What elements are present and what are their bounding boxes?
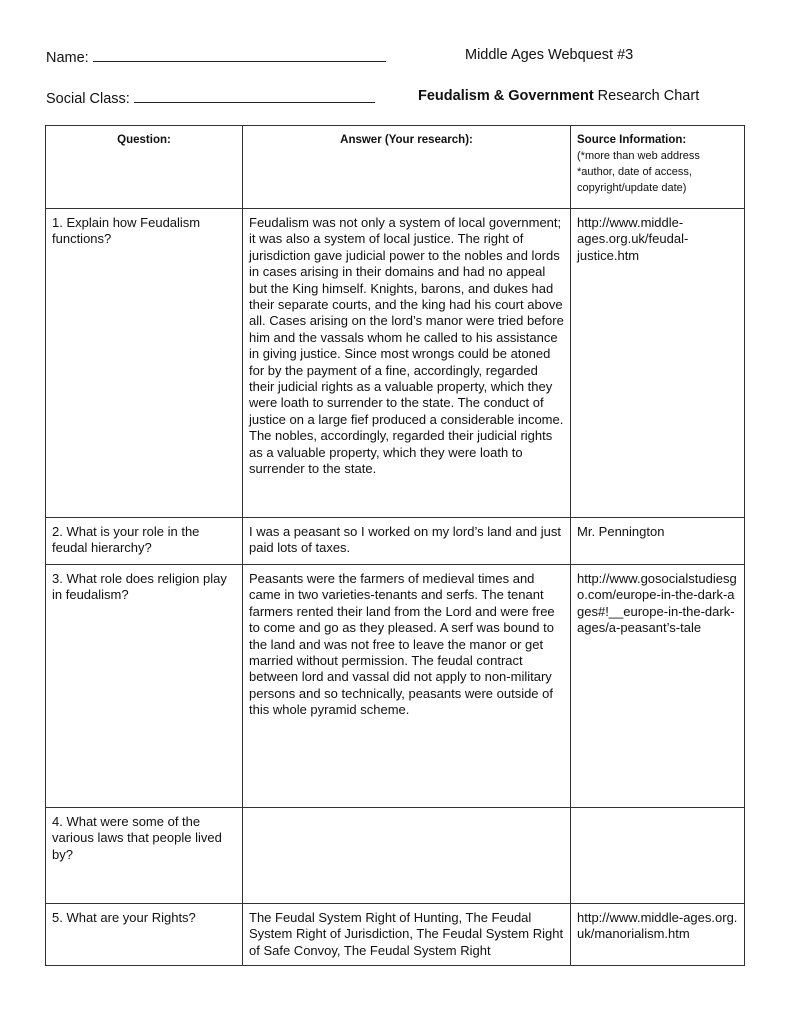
source-cell[interactable] bbox=[571, 808, 745, 904]
social-class-blank-line[interactable] bbox=[134, 88, 375, 103]
table-row bbox=[46, 808, 745, 904]
question-cell: 1. Explain how Feudalism functions? bbox=[46, 209, 243, 518]
table-row bbox=[46, 518, 745, 565]
source-note-line-1: (*more than web address bbox=[577, 150, 700, 163]
source-note-line-2: *author, date of access, bbox=[577, 166, 692, 179]
answer-cell[interactable] bbox=[243, 808, 571, 904]
question-cell: 2. What is your role in the feudal hierarchy? bbox=[46, 518, 243, 565]
social-class-row bbox=[46, 88, 375, 107]
source-cell[interactable]: http://www.middle-ages.org.uk/manorialism.htm bbox=[571, 904, 745, 966]
source-cell[interactable]: http://www.middle-ages.org.uk/feudal-justice.htm bbox=[571, 209, 745, 518]
answer-cell[interactable]: Feudalism was not only a system of local government; it was also a system of local justice. The right of jurisdiction gave judicial power to the nobles and lords in cases arising in their domains and had no appeal but the King himself. Knights, barons, and dukes had their separate courts, and the king had his court above all. Cases arising on the lord’s manor were tried before him and the vassals whom he called to his assistance in giving justice. Since most wrongs could be atoned for by the payment of a fine, accordingly, regarded their judicial rights as a valuable property, which they were loath to surrender to the state. The conduct of justice on a large fief produced a considerable income. The nobles, accordingly, regarded their judicial rights as a valuable property, which they were loath to surrender to the state. bbox=[243, 209, 571, 518]
table-header-row bbox=[46, 126, 745, 209]
question-cell: 5. What are your Rights? bbox=[46, 904, 243, 966]
table-row bbox=[46, 565, 745, 808]
table-row bbox=[46, 209, 745, 518]
answer-cell[interactable]: The Feudal System Right of Hunting, The Feudal System Right of Jurisdiction, The Feudal System Right of Safe Convoy, The Feudal System Right bbox=[243, 904, 571, 966]
source-cell[interactable]: http://www.gosocialstudiesgo.com/europe-in-the-dark-ages#!__europe-in-the-dark-ages/a-peasant’s-tale bbox=[571, 565, 745, 808]
chart-title-bold: Feudalism & Government bbox=[418, 88, 594, 104]
chart-title bbox=[418, 88, 699, 104]
source-header-label: Source Information: bbox=[577, 134, 687, 146]
webquest-title: Middle Ages Webquest #3 bbox=[465, 47, 634, 63]
social-class-label: Social Class: bbox=[46, 91, 130, 107]
source-note-line-3: copyright/update date) bbox=[577, 182, 687, 195]
answer-cell[interactable]: I was a peasant so I worked on my lord’s land and just paid lots of taxes. bbox=[243, 518, 571, 565]
question-cell: 4. What were some of the various laws that people lived by? bbox=[46, 808, 243, 904]
name-row bbox=[46, 47, 386, 66]
name-label: Name: bbox=[46, 50, 89, 66]
name-blank-line[interactable] bbox=[93, 47, 386, 62]
question-header: Question: bbox=[46, 126, 243, 209]
source-header bbox=[571, 126, 745, 209]
chart-title-rest: Research Chart bbox=[593, 88, 700, 104]
table-row bbox=[46, 904, 745, 966]
answer-header: Answer (Your research): bbox=[243, 126, 571, 209]
source-cell[interactable]: Mr. Pennington bbox=[571, 518, 745, 565]
question-cell: 3. What role does religion play in feudalism? bbox=[46, 565, 243, 808]
research-chart-table bbox=[45, 125, 745, 966]
answer-cell[interactable]: Peasants were the farmers of medieval times and came in two varieties-tenants and serfs. The tenant farmers rented their land from the Lord and were free to come and go as they pleased. A serf was bound to the land and was not free to leave the manor or get married without permission. The feudal contract between lord and vassal did not apply to non-military persons and so technically, peasants were outside of this whole pyramid scheme. bbox=[243, 565, 571, 808]
